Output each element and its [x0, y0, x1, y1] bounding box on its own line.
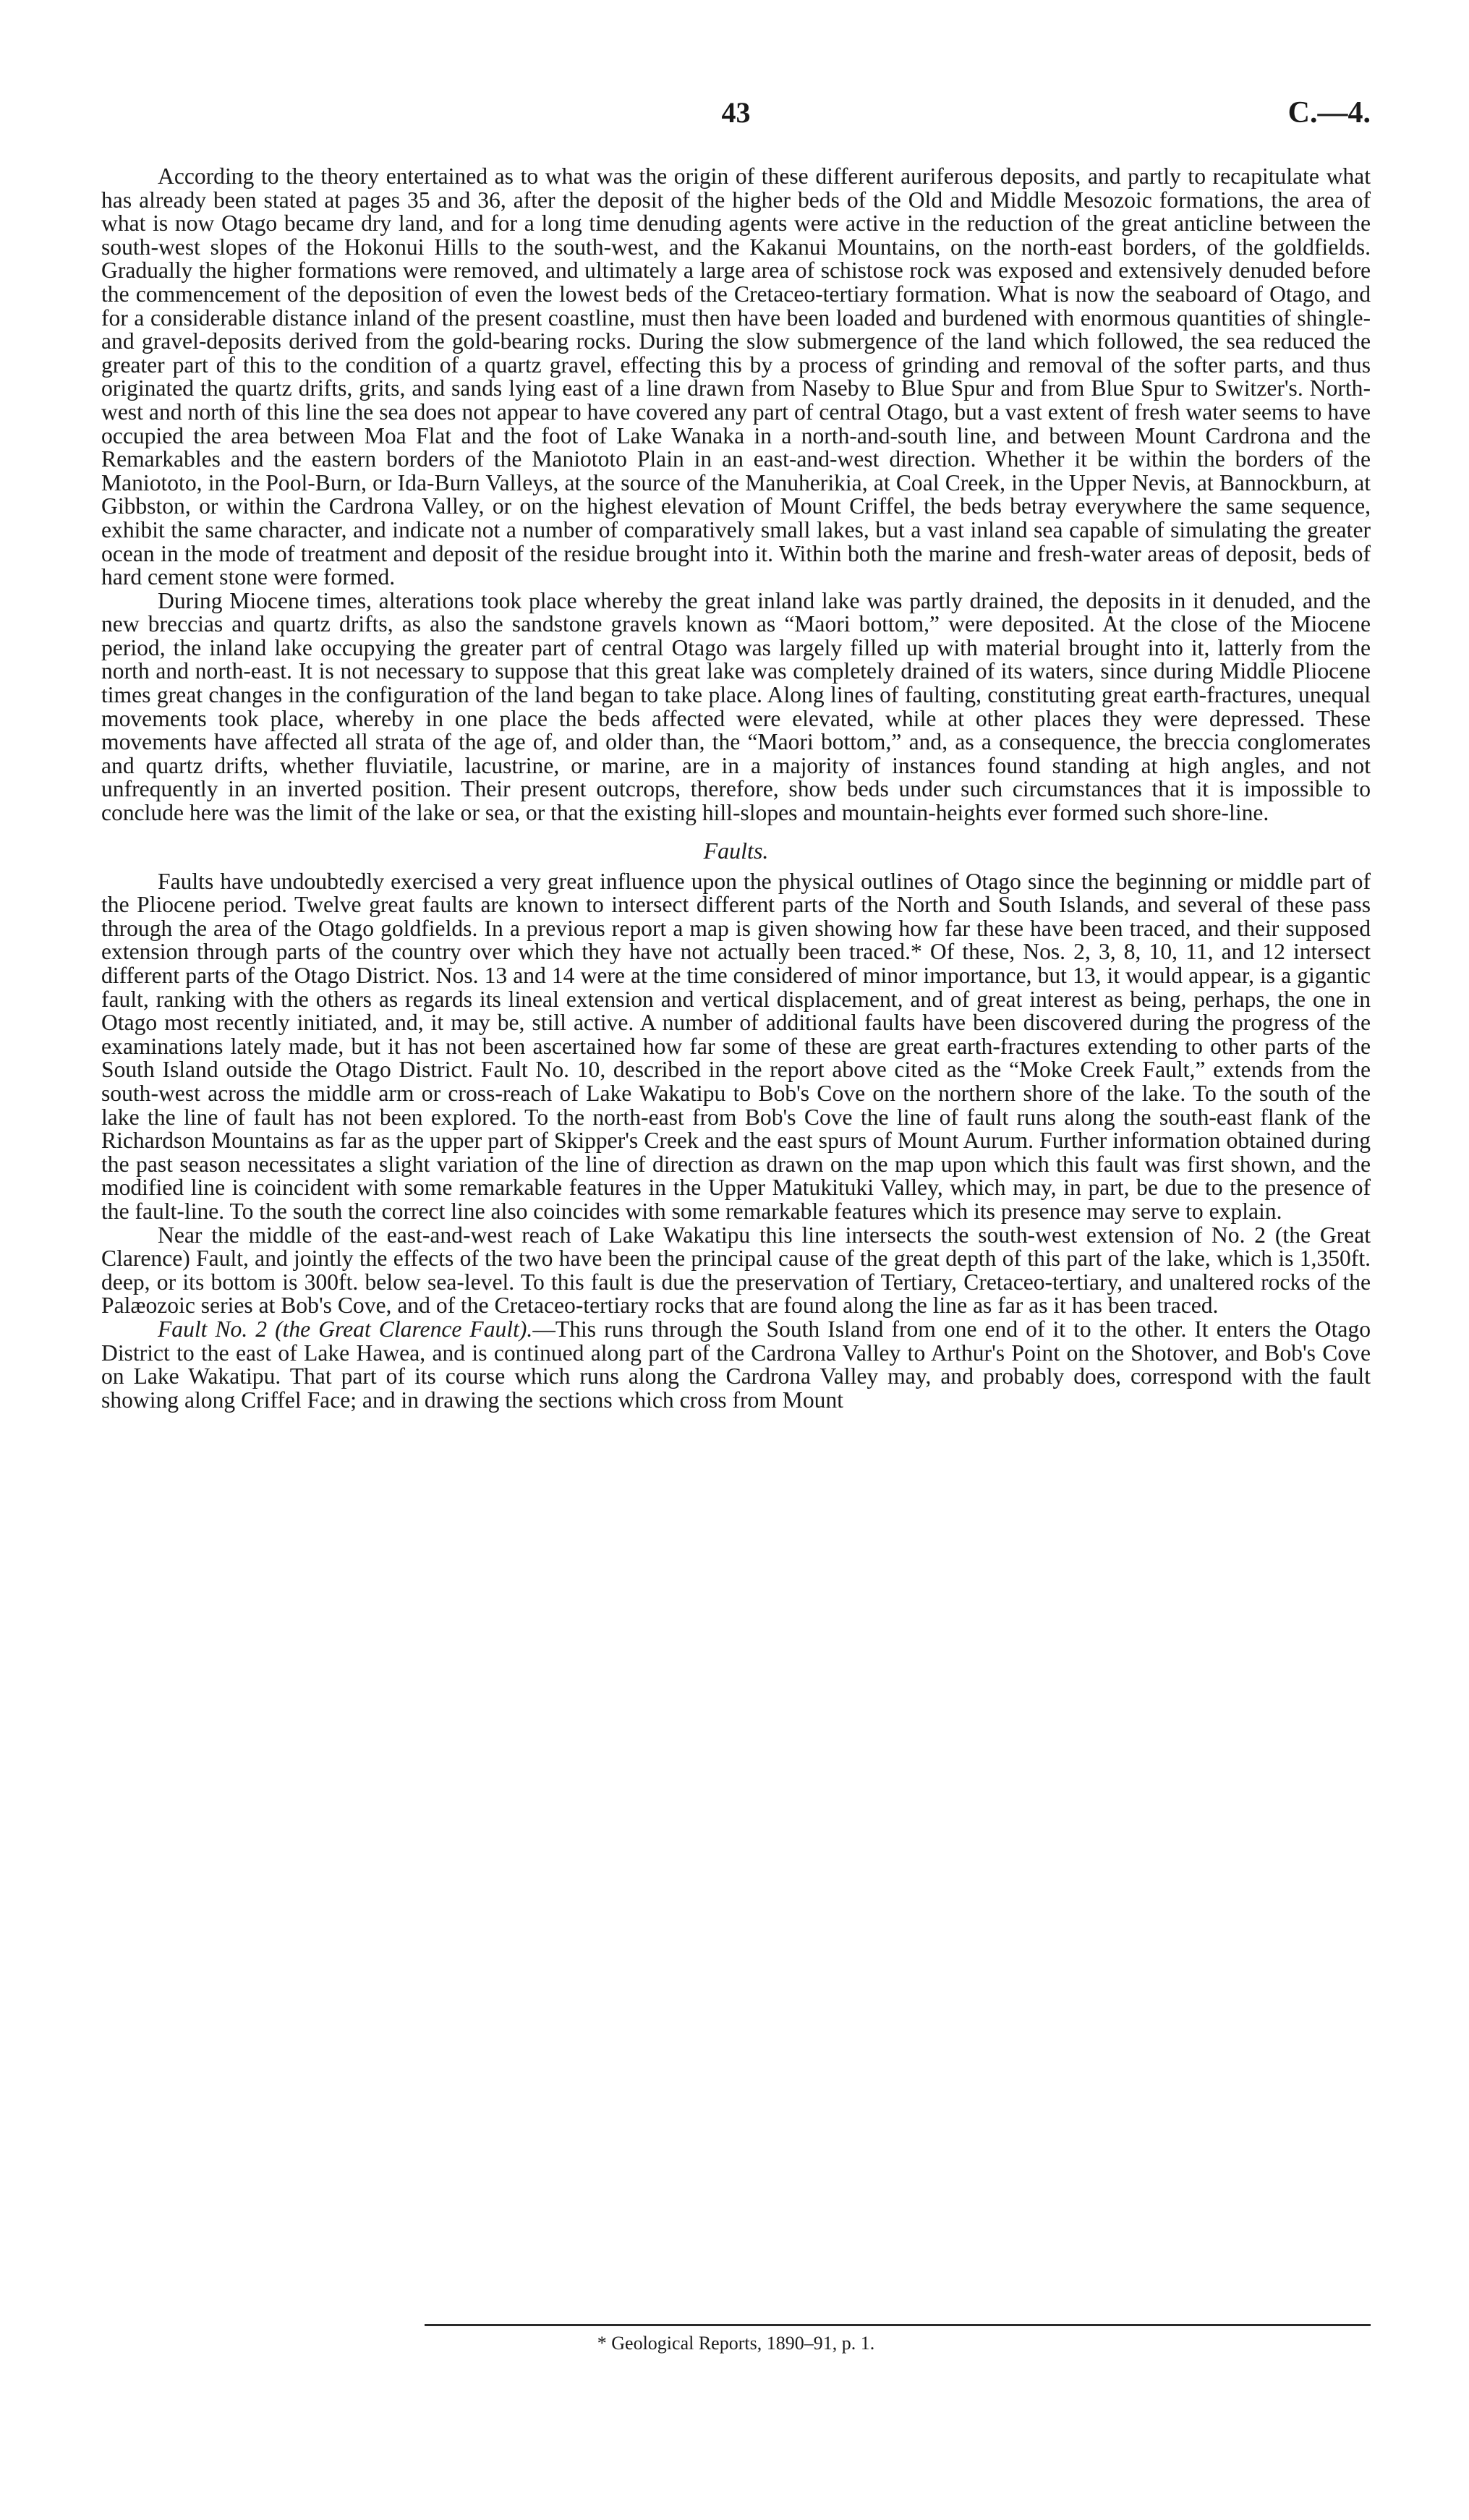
page-header [101, 95, 1371, 139]
body-text [101, 165, 1371, 1412]
section-heading-faults: Faults. [703, 837, 769, 864]
page-number: 43 [721, 96, 751, 129]
footnote-rule [425, 2324, 1371, 2326]
fault-no-2-label: Fault No. 2 (the Great Clarence Fault). [158, 1316, 533, 1342]
footnote: * Geological Reports, 1890–91, p. 1. [597, 2333, 875, 2354]
fault-no-2-text: —This runs through the South Island from one end of it to the other. It enters the Otago District to the east of Lake Hawea, and is continued along part of the Cardrona Valley to Arthur's Point on the Shotover, and Bob's Cove on Lake Wakatipu. That part of its course which runs along the Cardrona Valley may, and probably does, correspond with the fault showing along Criffel Face; and in drawing the sections which cross from Mount [101, 1316, 1371, 1413]
paragraph-faults-intro: Faults have undoubtedly exercised a very great influence upon the physical outlines of Otago since the beginning or middle part of the Pliocene period. Twelve great faults are known to intersect different parts of the North and South Islands, and several of these pass through the area of the Otago goldfields. In a previous report a map is given showing how far these have been traced, and their supposed extension through parts of the country over which they have not actually been traced.* Of these, Nos. 2, 3, 8, 10, 11, and 12 intersect different parts of the Otago District. Nos. 13 and 14 were at the time considered of minor importance, but 13, it would appear, is a gigantic fault, ranking with the others as regards its lineal extension and vertical displacement, and of great interest as being, perhaps, the one in Otago most recently initiated, and, it may be, still active. A number of additional faults have been discovered during the progress of the examinations lately made, but it has not been ascertained how far some of these are great earth-fractures extending to other parts of the South Island outside the Otago District. Fault No. 10, described in the report above cited as the “Moke Creek Fault,” extends from the south-west across the middle arm or cross-reach of Lake Wakatipu to Bob's Cove on the northern shore of the lake. To the south of the lake the line of fault has not been explored. To the north-east from Bob's Cove the line of fault runs along the south-east flank of the Richardson Mountains as far as the upper part of Skipper's Creek and the east spurs of Mount Aurum. Further information obtained during the past season necessitates a slight variation of the line of direction as drawn on the map upon which this fault was first shown, and the modified line is coincident with some remarkable features in the Upper Matukituki Valley, which may, in part, be due to the presence of the fault-line. To the south the correct line also coincides with some remarkable features which its presence may serve to explain. [101, 868, 1371, 1224]
paragraph-fault-no-2 [101, 1318, 1371, 1412]
paragraph-lake-wakatipu: Near the middle of the east-and-west reach of Lake Wakatipu this line intersects the south-west extension of No. 2 (the Great Clarence) Fault, and jointly the effects of the two have been the principal cause of the great depth of this part of the lake, which is 1,350ft. deep, or its bottom is 300ft. below sea-level. To this fault is due the preservation of Tertiary, Cretaceo-tertiary, and unaltered rocks of the Palæozoic series at Bob's Cove, and of the Cretaceo-tertiary rocks that are found along the line as far as it has been traced. [101, 1222, 1371, 1319]
document-code: C.—4. [1287, 96, 1371, 129]
paragraph-theory: According to the theory entertained as to what was the origin of these different auriferous deposits, and partly to recapitulate what has already been stated at pages 35 and 36, after the deposit of the higher beds of the Old and Middle Mesozoic formations, the area of what is now Otago became dry land, and for a long time denuding agents were active in the reduction of the great anticline between the south-west slopes of the Hokonui Hills to the south-west, and the Kakanui Mountains, on the north-east borders, of the goldfields. Gradually the higher formations were removed, and ultimately a large area of schistose rock was exposed and extensively denuded before the commencement of the deposition of even the lowest beds of the Cretaceo-tertiary formation. What is now the seaboard of Otago, and for a considerable distance inland of the present coastline, must then have been loaded and burdened with enormous quantities of shingle- and gravel-deposits derived from the gold-bearing rocks. During the slow submergence of the land which followed, the sea reduced the greater part of this to the condition of a quartz gravel, effecting this by a process of grinding and removal of the softer parts, and thus originated the quartz drifts, grits, and sands lying east of a line drawn from Naseby to Blue Spur and from Blue Spur to Switzer's. North-west and north of this line the sea does not appear to have covered any part of central Otago, but a vast extent of fresh water seems to have occupied the area between Moa Flat and the foot of Lake Wanaka in a north-and-south line, and between Mount Cardrona and the Remarkables and the eastern borders of the Maniototo Plain in an east-and-west direction. Whether it be within the borders of the Maniototo, in the Pool-Burn, or Ida-Burn Valleys, at the source of the Manuherikia, at Coal Creek, in the Upper Nevis, at Bannockburn, at Gibbston, or within the Cardrona Valley, or on the highest elevation of Mount Criffel, the beds betray everywhere the same sequence, exhibit the same character, and indicate not a number of comparatively small lakes, but a vast inland sea capable of simulating the greater ocean in the mode of treatment and deposit of the residue brought into it. Within both the marine and fresh-water areas of deposit, beds of hard cement stone were formed. [101, 163, 1371, 590]
paragraph-miocene: During Miocene times, alterations took place whereby the great inland lake was partly drained, the deposits in it denuded, and the new breccias and quartz drifts, as also the sandstone gravels known as “Maori bottom,” were deposited. At the close of the Miocene period, the inland lake occupying the greater part of central Otago was largely filled up with material brought into it, latterly from the north and north-east. It is not necessary to suppose that this great lake was completely drained of its waters, since during Middle Pliocene times great changes in the configuration of the land began to take place. Along lines of faulting, constituting great earth-fractures, unequal movements took place, whereby in one place the beds affected were elevated, while at other places they were depressed. These movements have affected all strata of the age of, and older than, the “Maori bottom,” and, as a consequence, the breccia conglomerates and quartz drifts, whether fluviatile, lacustrine, or marine, are in a majority of instances found standing at high angles, and not unfrequently in an inverted position. Their present outcrops, therefore, show beds under such circumstances that it is impossible to conclude here was the limit of the lake or sea, or that the existing hill-slopes and mountain-heights ever formed such shore-line. [101, 587, 1371, 826]
